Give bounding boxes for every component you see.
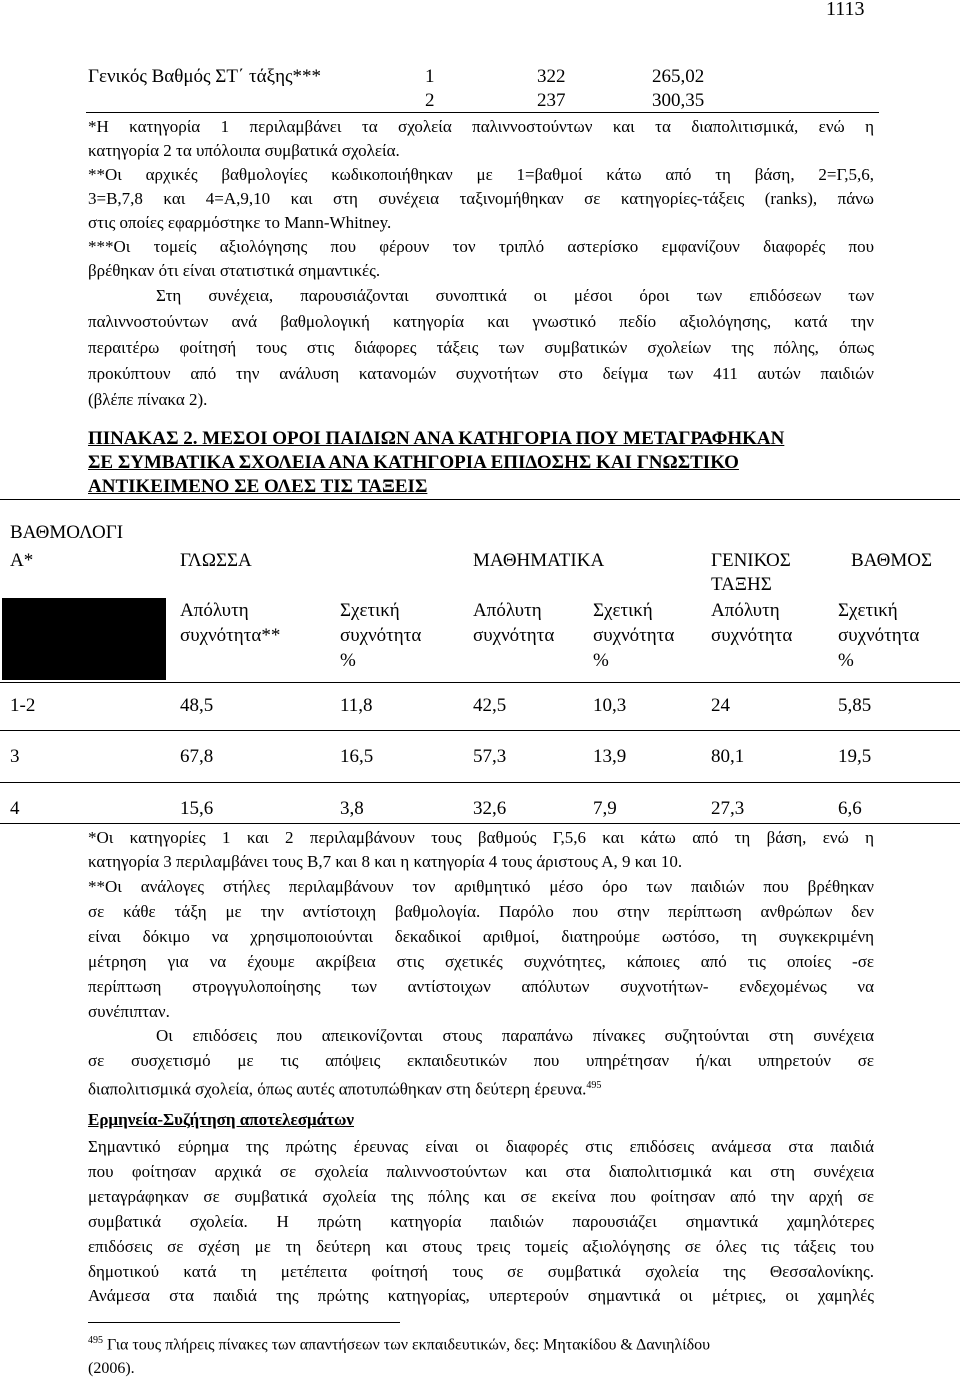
paragraph-line: προκύπτουν από την ανάλυση κατανομών συχνοτήτων στο δείγμα των 411 αυτών παιδιών — [88, 364, 874, 383]
cell: 27,3 — [711, 798, 745, 819]
cell: 67,8 — [180, 746, 214, 767]
subheader-relative: Σχετική — [838, 600, 898, 621]
subheader-absolute: συχνότητα — [711, 625, 793, 646]
table-rule — [0, 730, 960, 731]
subheader-absolute: Απόλυτη — [473, 600, 542, 621]
paragraph-line: επιδόσεις σε σχέση με τη δεύτερη και στους τρεις τομείς αξιολόγησης σε όλες τις τάξεις του — [88, 1237, 874, 1256]
table-rule — [0, 682, 960, 683]
category-header: Α* — [10, 550, 34, 571]
row-category: 4 — [10, 798, 20, 819]
note-line: 3=Β,7,8 και 4=Α,9,10 και στη συνέχεια ταξινομήθηκαν σε κατηγορίες-τάξεις (ranks), πάνω — [88, 189, 874, 208]
paragraph-line: Στη συνέχεια, παρουσιάζονται συνοπτικά οι μέσοι όροι των επιδόσεων των — [156, 286, 874, 305]
cell: 10,3 — [593, 695, 627, 716]
table-rule — [0, 782, 960, 783]
header-general: ΒΑΘΜΟΣ — [851, 550, 933, 571]
subheader-relative: συχνότητα — [593, 625, 675, 646]
subheader-relative: Σχετική — [593, 600, 653, 621]
paragraph-line: Οι επιδόσεις που απεικονίζονται στους παραπάνω πίνακες συζητούνται στη συνέχεια — [156, 1026, 874, 1045]
note-line: κατηγορία 3 περιλαμβάνει τους Β,7 και 8 και η κατηγορία 4 τους άριστους Α, 9 και 10. — [88, 852, 683, 871]
footnote-text: (2006). — [88, 1360, 135, 1377]
table-rule — [0, 823, 960, 824]
header-general: ΓΕΝΙΚΟΣ — [711, 550, 791, 571]
cell: 32,6 — [473, 798, 507, 819]
table-title-line: ΠΙΝΑΚΑΣ 2. ΜΕΣΟΙ ΟΡΟΙ ΠΑΙΔΙΩΝ ΑΝΑ ΚΑΤΗΓΟΡΙΑ ΠΟΥ ΜΕΤΑΓΡΑΦΗΚΑΝ — [88, 428, 785, 449]
top-table-mean: 300,35 — [652, 90, 705, 111]
table-rule — [0, 499, 960, 500]
note-line: σε κάθε τάξη με την αντίστοιχη βαθμολογία. Παρόλο που στην περίπτωση ανθρώπων δεν — [88, 902, 874, 921]
subheader-absolute: συχνότητα — [473, 625, 555, 646]
top-table-label: Γενικός Βαθμός ΣΤ΄ τάξης*** — [88, 66, 322, 87]
note-line: *Η κατηγορία 1 περιλαμβάνει τα σχολεία παλιννοστούντων και τα διαπολιτισμικά, ενώ η — [88, 117, 874, 136]
paragraph-line: (βλέπε πίνακα 2). — [88, 390, 208, 409]
cell: 6,6 — [838, 798, 862, 819]
category-header: ΒΑΘΜΟΛΟΓΙ — [10, 522, 124, 543]
subheader-absolute: Απόλυτη — [711, 600, 780, 621]
paragraph-line: σε συσχετισμό με τις απόψεις εκπαιδευτικών που υπηρέτησαν ή/και υπηρετούν σε — [88, 1051, 874, 1070]
cell: 7,9 — [593, 798, 617, 819]
cell: 5,85 — [838, 695, 872, 716]
table-title-line: ΑΝΤΙΚΕΙΜΕΝΟ ΣΕ ΟΛΕΣ ΤΙΣ ΤΑΞΕΙΣ — [88, 476, 428, 497]
row-category: 1-2 — [10, 695, 36, 716]
section-heading: Ερμηνεία-Συζήτηση αποτελεσμάτων — [88, 1110, 355, 1129]
row-category: 3 — [10, 746, 20, 767]
cell: 24 — [711, 695, 730, 716]
paragraph-line: που φοίτησαν αρχικά σε σχολεία παλιννοστούντων και στα διαπολιτισμικά και στη συνέχεια — [88, 1162, 874, 1181]
cell: 13,9 — [593, 746, 627, 767]
header-general: ΤΑΞΗΣ — [711, 574, 772, 595]
note-line: *Οι κατηγορίες 1 και 2 περιλαμβάνουν τους βαθμούς Γ,5,6 και κάτω από τη βάση, ενώ η — [88, 828, 874, 847]
note-line: περίπτωση στρογγυλοποίησης των αντίστοιχων απόλυτων συχνοτήτων- ενδεχομένως να — [88, 977, 874, 996]
top-table-category: 1 — [425, 66, 435, 87]
cell: 80,1 — [711, 746, 745, 767]
paragraph-line: Σημαντικό εύρημα της πρώτης έρευνας είναι οι διαφορές στις επιδόσεις ανάμεσα στα παιδιά — [88, 1137, 874, 1156]
note-line: βρέθηκαν ότι είναι στατιστικά σημαντικές. — [88, 261, 381, 280]
cell: 11,8 — [340, 695, 373, 716]
header-math: ΜΑΘΗΜΑΤΙΚΑ — [473, 550, 605, 571]
top-table-n: 237 — [537, 90, 566, 111]
paragraph-line: Ανάμεσα στα παιδιά της πρώτης κατηγορίας, υπερτερούν σημαντικά οι μέτριες, οι χαμηλές — [88, 1286, 874, 1305]
top-table-n: 322 — [537, 66, 566, 87]
paragraph-line: συμβατικά σχολεία. Η πρώτη κατηγορία παιδιών παρουσιάζει σημαντικά χαμηλότερες — [88, 1212, 874, 1231]
footnote-ref[interactable]: 495 — [586, 1080, 602, 1091]
top-table-rule — [86, 112, 879, 113]
paragraph-line — [88, 1074, 874, 1102]
note-line: **Οι αρχικές βαθμολογίες κωδικοποιήθηκαν με 1=βαθμοί κάτω από τη βάση, 2=Γ,5,6, — [88, 165, 874, 184]
note-line: είναι δόκιμο να χρησιμοποιούνται δεκαδικοί αριθμοί, διατηρούμε ωστόσο, τη συγκεκριμένη — [88, 927, 874, 946]
subheader-relative: συχνότητα — [838, 625, 920, 646]
subheader-absolute: Απόλυτη — [180, 600, 249, 621]
cell: 48,5 — [180, 695, 214, 716]
subheader-relative: συχνότητα — [340, 625, 422, 646]
cell: 3,8 — [340, 798, 364, 819]
footnote — [88, 1335, 710, 1354]
cell: 42,5 — [473, 695, 507, 716]
note-line: **Οι ανάλογες στήλες περιλαμβάνουν τον αριθμητικό μέσο όρο των παιδιών που βρέθηκαν — [88, 877, 874, 896]
header-language: ΓΛΩΣΣΑ — [180, 550, 252, 571]
note-line: συνέπιπταν. — [88, 1002, 170, 1021]
note-line: μέτρηση για να έχουμε ακρίβεια στις σχετικές συχνότητες, κάποιες από τις οποίες -σε — [88, 952, 874, 971]
cell: 15,6 — [180, 798, 214, 819]
note-line: στις οποίες εφαρμόστηκε το Mann-Whitney. — [88, 213, 392, 232]
black-cell — [2, 598, 166, 680]
top-table-mean: 265,02 — [652, 66, 705, 87]
cell: 16,5 — [340, 746, 374, 767]
note-line: ***Οι τομείς αξιολόγησης που φέρουν τον τριπλό αστερίσκο εμφανίζουν διαφορές που — [88, 237, 874, 256]
subheader-relative: Σχετική — [340, 600, 400, 621]
footnote-separator — [88, 1322, 400, 1323]
footnote-number: 495 — [88, 1335, 103, 1346]
table-title-line: ΣΕ ΣΥΜΒΑΤΙΚΑ ΣΧΟΛΕΙΑ ΑΝΑ ΚΑΤΗΓΟΡΙΑ ΕΠΙΔΟΣΗΣ ΚΑΙ ΓΝΩΣΤΙΚΟ — [88, 452, 739, 473]
subheader-absolute: συχνότητα** — [180, 625, 281, 646]
paragraph-line: περαιτέρω φοίτησή τους στις διάφορες τάξεις των συμβατικών σχολείων της πόλης, όπως — [88, 338, 874, 357]
page-number: 1113 — [826, 0, 865, 20]
subheader-relative: % — [340, 650, 356, 671]
cell: 19,5 — [838, 746, 872, 767]
paragraph-line: μεταγράφηκαν σε συμβατικά σχολεία της πόλης και σε εκείνα που φοίτησαν από την αρχή σε — [88, 1187, 874, 1206]
footnote-text: Για τους πλήρεις πίνακες των απαντήσεων των εκπαιδευτικών, δες: Μητακίδου & Δανιηλίδου — [107, 1336, 711, 1354]
subheader-relative: % — [838, 650, 854, 671]
subheader-relative: % — [593, 650, 609, 671]
top-table-category: 2 — [425, 90, 435, 111]
paragraph-text: διαπολιτισμικά σχολεία, όπως αυτές αποτυπώθηκαν στη δεύτερη έρευνα. — [88, 1079, 587, 1099]
paragraph-line: δημοτικού κατά τη μετέπειτα φοίτησή τους σε συμβατικά σχολεία της Θεσσαλονίκης. — [88, 1262, 874, 1281]
paragraph-line: παλιννοστούντων ανά βαθμολογική κατηγορία και γνωστικό πεδίο αξιολόγησης, κατά την — [88, 312, 874, 331]
cell: 57,3 — [473, 746, 507, 767]
note-line: κατηγορία 2 τα υπόλοιπα συμβατικά σχολεία. — [88, 141, 400, 160]
